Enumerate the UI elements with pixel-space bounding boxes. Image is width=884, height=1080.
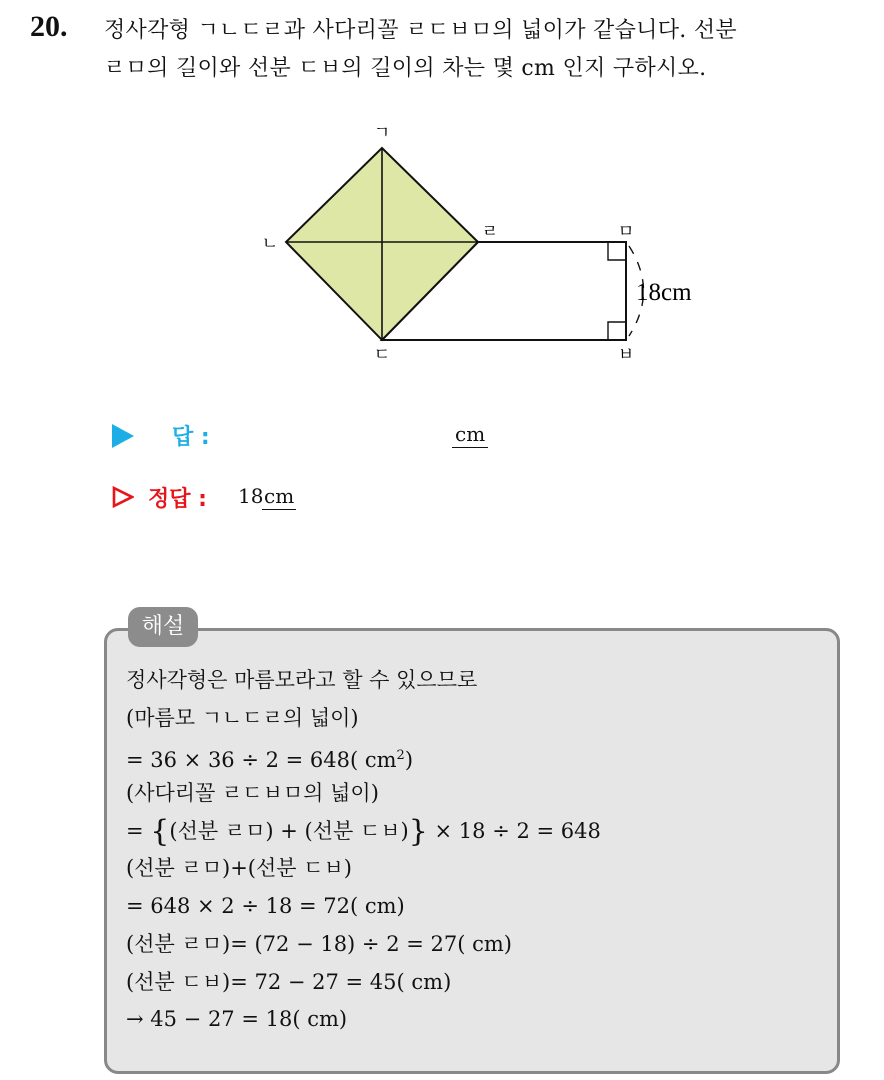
correct-marker-icon xyxy=(112,486,134,508)
solution-lines xyxy=(126,662,826,1039)
correct-answer-row xyxy=(112,481,612,515)
solution-line-5-middle: (선분 ㄹㅁ) + (선분 ㄷㅂ) xyxy=(169,818,409,843)
solution-line-8: (선분 ㄹㅁ)= (72 − 18) ÷ 2 = 27( cm) xyxy=(126,931,512,956)
solution-line-5-open-brace: { xyxy=(150,813,170,849)
right-angle-mark-bottom xyxy=(608,322,626,340)
correct-answer-value: 18 xyxy=(238,484,264,508)
solution-line-3-main: = 36 × 36 ÷ 2 = 648( cm xyxy=(126,748,397,773)
correct-answer-unit: cm xyxy=(264,484,295,508)
geometry-figure xyxy=(230,110,730,370)
right-angle-mark-top xyxy=(608,242,626,260)
vertex-label-n: ㄴ xyxy=(261,234,279,254)
solution-line-5-close-brace: } xyxy=(408,813,428,849)
solution-line-5 xyxy=(126,813,826,851)
solution-tab: 해설 xyxy=(128,607,198,647)
problem-text-line-2: ㄹㅁ의 길이와 선분 ㄷㅂ의 길이의 차는 몇 cm 인지 구하시오. xyxy=(104,56,707,81)
solution-line-6: (선분 ㄹㅁ)+(선분 ㄷㅂ) xyxy=(126,856,353,881)
answer-label: 답 : xyxy=(172,425,210,450)
solution-line-1: 정사각형은 마름모라고 할 수 있으므로 xyxy=(126,668,478,692)
answer-row xyxy=(112,420,612,452)
problem-text-line-1: 정사각형 ㄱㄴㄷㄹ과 사다리꼴 ㄹㄷㅂㅁ의 넓이가 같습니다. 선분 xyxy=(104,18,737,43)
vertex-label-r: ㄹ xyxy=(481,222,499,242)
problem-text xyxy=(104,12,874,88)
solution-line-7: = 648 × 2 ÷ 18 = 72( cm) xyxy=(126,894,405,919)
vertex-label-d: ㄷ xyxy=(373,345,391,365)
solution-line-5-tail: × 18 ÷ 2 = 648 xyxy=(434,818,601,843)
problem-number: 20. xyxy=(30,10,68,43)
correct-answer-label: 정답 : xyxy=(148,487,207,512)
vertex-label-g: ㄱ xyxy=(373,123,391,143)
solution-line-5-equals: = xyxy=(126,818,144,843)
solution-line-2: (마름모 ㄱㄴㄷㄹ의 넓이) xyxy=(126,705,359,730)
solution-line-9: (선분 ㄷㅂ)= 72 − 27 = 45( cm) xyxy=(126,969,452,994)
height-label: 18cm xyxy=(636,279,692,306)
solution-line-3-close: ) xyxy=(404,748,414,773)
vertex-label-b: ㅂ xyxy=(617,345,635,365)
solution-line-4: (사다리꼴 ㄹㄷㅂㅁ의 넓이) xyxy=(126,781,379,806)
answer-marker-icon xyxy=(112,424,134,448)
solution-line-10: → 45 − 27 = 18( cm) xyxy=(126,1007,348,1032)
answer-unit: cm xyxy=(452,422,488,448)
solution-line-3-exponent: 2 xyxy=(396,748,405,764)
vertex-label-m: ㅁ xyxy=(617,222,635,242)
solution-line-3 xyxy=(126,737,826,775)
